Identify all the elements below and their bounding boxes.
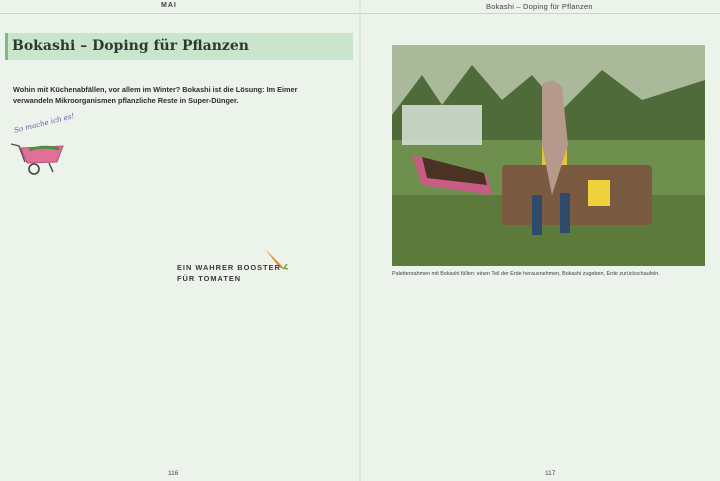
running-head-right: Bokashi – Doping für Pflanzen <box>486 2 593 11</box>
handwritten-note: So mache ich es! <box>13 111 76 135</box>
running-head-left: MAI <box>161 2 177 9</box>
article-title: Bokashi – Doping für Pflanzen <box>12 38 249 54</box>
header-rule-right <box>361 13 720 14</box>
header-rule-left <box>0 13 359 14</box>
page-gutter <box>359 0 361 481</box>
box-heading-line2: FÜR TOMATEN <box>177 274 242 283</box>
garden-photo <box>392 45 705 266</box>
wheelbarrow-icon <box>7 138 69 181</box>
box-heading-line1: EIN WAHRER BOOSTER <box>177 263 281 272</box>
box-heading <box>177 262 281 284</box>
page-number-left: 116 <box>168 470 179 477</box>
photo-caption: Palettenrahmen mit Bokashi füllen: einen Teil der Erde herausnehmen, Bokashi zugeben, Erde zurückschaufeln. <box>392 271 660 277</box>
page-number-right: 117 <box>545 470 556 477</box>
article-subtitle: Wohin mit Küchenabfällen, vor allem im Winter? Bokashi ist die Lösung: Im Eimer verwandeln Mikroorganismen pflanzliche Reste in Super-Dünger. <box>13 85 298 105</box>
